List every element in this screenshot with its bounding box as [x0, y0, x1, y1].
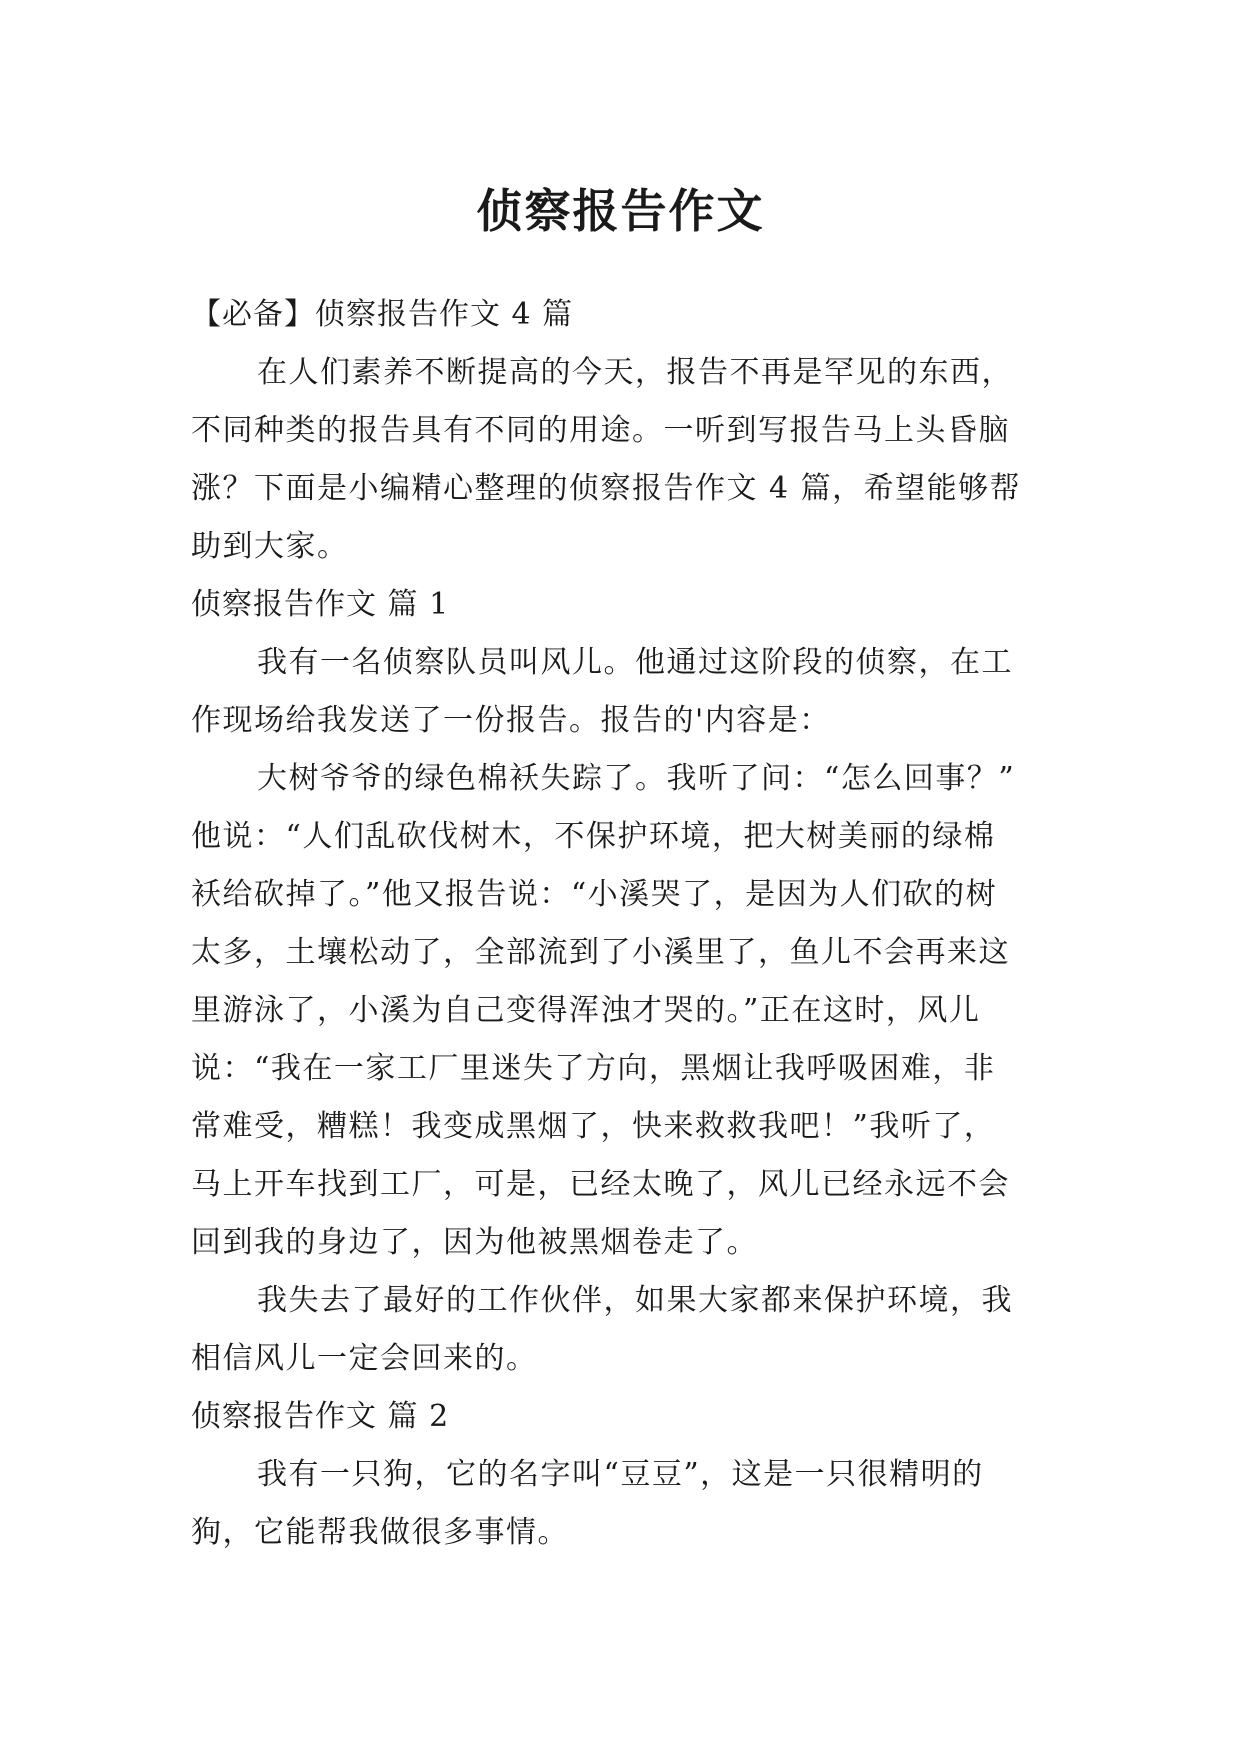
text-line: 回到我的身边了，因为他被黑烟卷走了。 — [191, 1225, 758, 1260]
section-heading: 侦察报告作文 篇 1 — [191, 587, 450, 622]
text-line: 他说：“人们乱砍伐树木，不保护环境，把大树美丽的绿棉 — [191, 819, 996, 854]
text-line: 在人们素养不断提高的今天，报告不再是罕见的东西， — [257, 355, 1013, 390]
text-line: 太多，土壤松动了，全部流到了小溪里了，鱼儿不会再来这 — [191, 935, 1010, 970]
section-paragraph — [191, 1272, 1051, 1388]
document-subtitle: 【必备】侦察报告作文 4 篇 — [191, 297, 574, 332]
text-line: 我有一名侦察队员叫风儿。他通过这阶段的侦察，在工 — [257, 645, 1013, 680]
text-line: 狗，它能帮我做很多事情。 — [191, 1515, 569, 1550]
text-line: 不同种类的报告具有不同的用途。一听到写报告马上头昏脑 — [191, 413, 1010, 448]
text-line: 涨？下面是小编精心整理的侦察报告作文 4 篇，希望能够帮 — [191, 471, 1022, 506]
text-line: 相信风儿一定会回来的。 — [191, 1341, 538, 1376]
text-line: 常难受，糟糕！我变成黑烟了，快来救救我吧！”我听了， — [191, 1109, 996, 1144]
document-body — [191, 286, 1051, 1562]
text-line: 作现场给我发送了一份报告。报告的'内容是： — [191, 703, 831, 738]
text-line: 说：“我在一家工厂里迷失了方向，黑烟让我呼吸困难，非 — [191, 1051, 996, 1086]
text-line: 我有一只狗，它的名字叫“豆豆”，这是一只很精明的 — [257, 1457, 984, 1492]
text-line: 助到大家。 — [191, 529, 349, 564]
section-paragraph — [191, 750, 1051, 1272]
text-line: 马上开车找到工厂，可是，已经太晚了，风儿已经永远不会 — [191, 1167, 1010, 1202]
document-title: 侦察报告作文 — [476, 183, 765, 238]
intro-paragraph — [191, 344, 1051, 576]
text-line: 袄给砍掉了。”他又报告说：“小溪哭了，是因为人们砍的树 — [191, 877, 998, 912]
text-line: 我失去了最好的工作伙伴，如果大家都来保护环境，我 — [257, 1283, 1013, 1318]
section-paragraph — [191, 634, 1051, 750]
text-line: 里游泳了，小溪为自己变得浑浊才哭的。”正在这时，风儿 — [191, 993, 981, 1028]
text-line: 大树爷爷的绿色棉袄失踪了。我听了问：“怎么回事？” — [257, 761, 1016, 796]
section-paragraph — [191, 1446, 1051, 1562]
section-heading: 侦察报告作文 篇 2 — [191, 1399, 450, 1434]
